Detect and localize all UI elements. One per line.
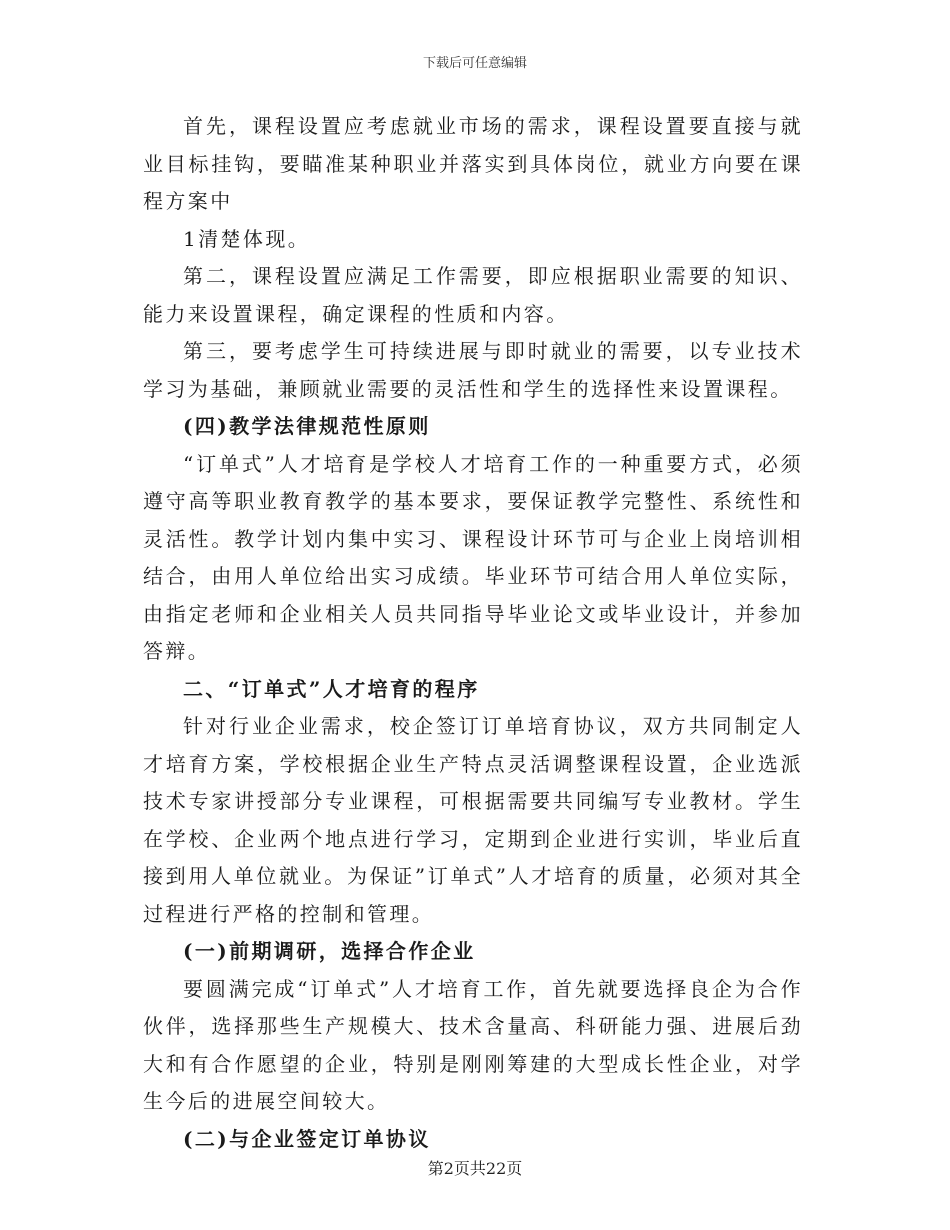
page-header: 下载后可任意编辑: [422, 56, 527, 71]
paragraph-clear-reflect: 1清楚体现。: [183, 226, 311, 251]
heading-step-one: (一)前期调研，选择合作企业: [183, 939, 476, 963]
heading-section-two: 二、“订单式”人才培育的程序: [183, 676, 480, 701]
paragraph-course-market: 首先，课程设置应考虑就业市场的需求，课程设置要直接与就业目标挂钩，要瞄准某种职业并落实到具体岗位，就业方向要在课程方案中: [143, 114, 803, 213]
paragraph-procedure: 针对行业企业需求，校企签订订单培育协议，双方共同制定人才培育方案，学校根据企业生产特点灵活调整课程设置，企业选派技术专家讲授部分专业课程，可根据需要共同编写专业教材。学生在学校、企业两个地点进行学习，定期到企业进行实训，毕业后直接到用人单位就业。为保证”订单式”人才培育的质量，必须对其全过程进行严格的控制和管理。: [143, 714, 803, 926]
document-body: [143, 108, 803, 1158]
heading-principle-four: (四)教学法律规范性原则: [183, 414, 431, 438]
paragraph-order-teaching: “订单式”人才培育是学校人才培育工作的一种重要方式，必须遵守高等职业教育教学的基本要求，要保证教学完整性、系统性和灵活性。教学计划内集中实习、课程设计环节可与企业上岗培训相结合，由用人单位给出实习成绩。毕业环节可结合用人单位实际，由指定老师和企业相关人员共同指导毕业论文或毕业设计，并参加答辩。: [143, 451, 803, 663]
page-footer: 第2页共22页: [427, 1159, 523, 1178]
paragraph-third: 第三，要考虑学生可持续进展与即时就业的需要，以专业技术学习为基础，兼顾就业需要的灵活性和学生的选择性来设置课程。: [143, 339, 803, 401]
paragraph-select-partner: 要圆满完成“订单式”人才培育工作，首先就要选择良企为合作伙伴，选择那些生产规模大、技术含量高、科研能力强、进展后劲大和有合作愿望的企业，特别是刚刚筹建的大型成长性企业，对学生今后的进展空间较大。: [143, 976, 803, 1113]
paragraph-second: 第二，课程设置应满足工作需要，即应根据职业需要的知识、能力来设置课程，确定课程的性质和内容。: [143, 264, 803, 326]
heading-step-two: (二)与企业签定订单协议: [183, 1126, 431, 1151]
